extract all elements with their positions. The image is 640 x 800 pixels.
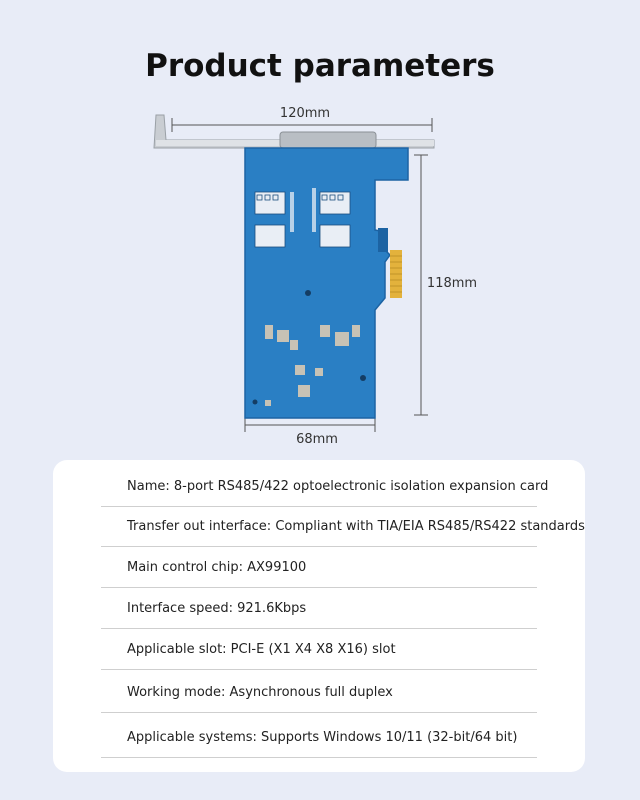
spec-systems: Applicable systems: Supports Windows 10/11 (32-bit/64 bit): [101, 718, 537, 758]
height-dimension: [414, 155, 428, 415]
spec-speed: Interface speed: 921.6Kbps: [101, 589, 537, 629]
expansion-card-illustration: [130, 100, 510, 450]
spec-chip: Main control chip: AX99100: [101, 548, 537, 588]
width-bottom-label: 68mm: [296, 432, 338, 447]
product-diagram: [130, 100, 510, 450]
specifications-card: [53, 460, 585, 772]
width-dimension-bottom: [245, 418, 375, 432]
page-title: Product parameters: [145, 48, 495, 84]
spec-mode: Working mode: Asynchronous full duplex: [101, 673, 537, 713]
width-top-label: 120mm: [279, 106, 331, 121]
spec-slot: Applicable slot: PCI-E (X1 X4 X8 X16) slot: [101, 630, 537, 670]
spec-interface: Transfer out interface: Compliant with TIA/EIA RS485/RS422 standards: [101, 507, 537, 547]
pcb-board: [245, 148, 408, 418]
spec-name: Name: 8-port RS485/422 optoelectronic isolation expansion card: [101, 467, 537, 507]
height-label: 118mm: [426, 276, 478, 291]
